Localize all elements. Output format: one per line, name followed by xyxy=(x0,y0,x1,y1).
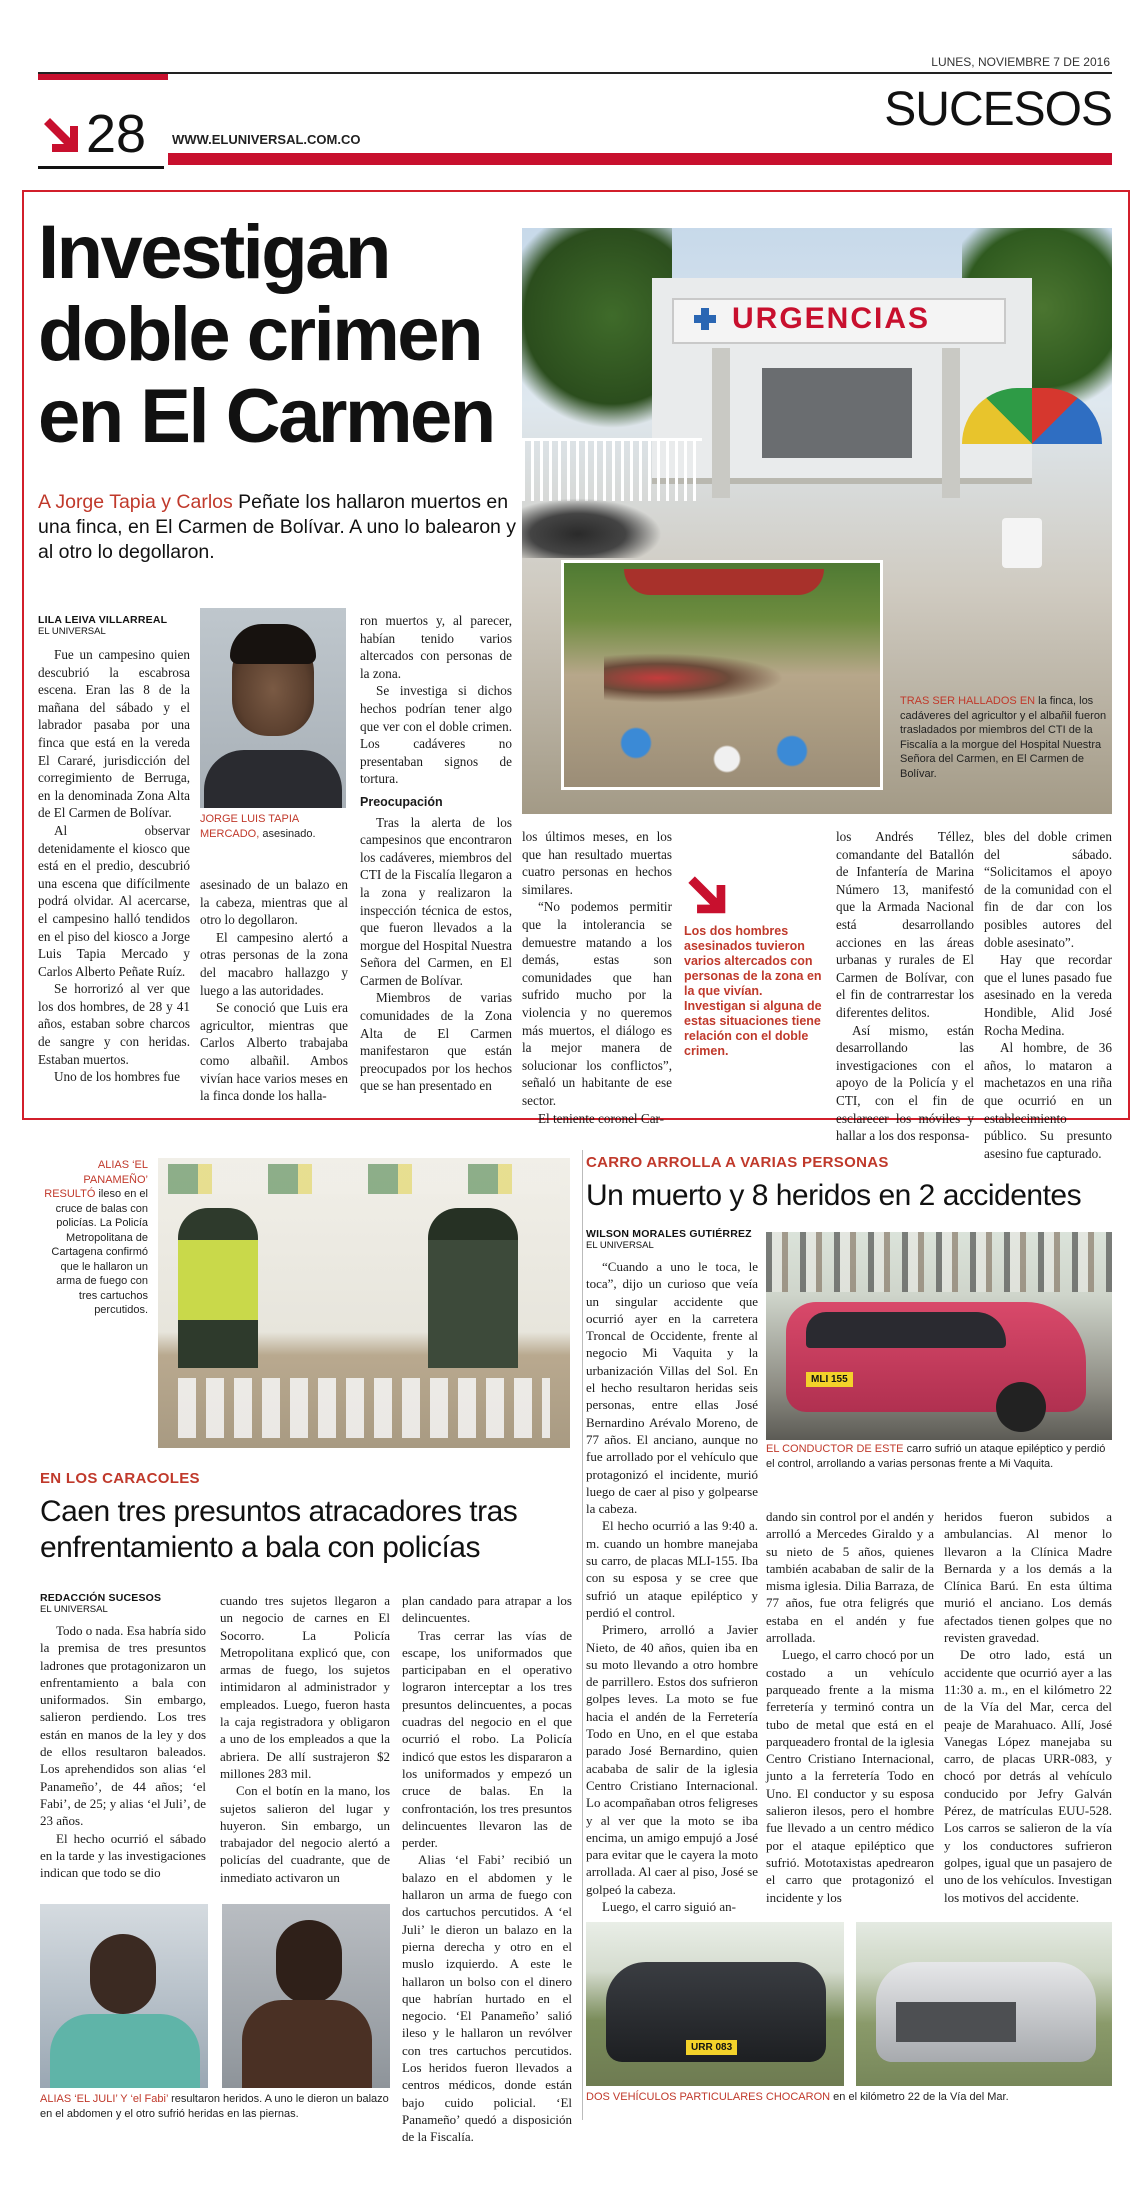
headline-line-2: doble crimen xyxy=(38,292,481,377)
plastic-chairs xyxy=(584,703,844,783)
cross-icon xyxy=(692,306,718,332)
caption-text: resultaron heridos. A uno le dieron un balazo en el abdomen y el otro sufrió heridas en las piernas. xyxy=(40,2093,389,2120)
story2-col-1 xyxy=(40,1622,206,1881)
story2-col-3 xyxy=(402,1592,572,2146)
deck-rest: Peñate los hallaron muertos en una finca, en El Carmen de Bolívar. A uno lo balearon y al otro lo degollaron. xyxy=(38,491,517,563)
story1-col-3 xyxy=(360,612,512,1095)
head xyxy=(90,1934,156,2014)
paragraph: cuando tres sujetos llegaron a un negocio de carnes en El Socorro. La Policía Metropolitana explicó que, con armas de fuego, los sujetos intimidaron al administrador y empleados. Luego, fueron hasta la caja registradora y obligaron a uno de los empleados a que la abriera. De allí sustrajeron $2 millones 283 mil. xyxy=(220,1593,390,1781)
outlet: EL UNIVERSAL xyxy=(40,1604,108,1615)
shirt xyxy=(50,2014,200,2088)
paragraph: El hecho ocurrió a las 9:40 a. m. cuando un hombre manejaba su carro, de placas MLI-155. Iba con su esposa y se cree que sufrió un ataque epiléptico y perdió el control. xyxy=(586,1518,758,1620)
paragraph: Al observar detenidamente el kiosco que está en el predio, descubrió una escena que difícilmente podrá olvidar. Al acercarse, el campesino halló tendidos en el piso del kiosco a Jorge Luis Tapia Mercado y Carlos Alberto Peñate Ruíz. xyxy=(38,822,190,979)
paragraph: los Andrés Téllez, comandante del Batallón de Infantería de Marina Número 13, manifestó que la Armada Nacional está desarrollando acciones en las áreas urbanas y rurales de El Carmen de Bolívar, con el fin de contrarrestar los diferentes delitos. xyxy=(836,829,974,1020)
headline-line-1: Investigan xyxy=(38,210,389,295)
paragraph: Luego, el carro siguió an- xyxy=(602,1898,736,1914)
pullquote: Los dos hombres asesinados tuvieron varios altercados con personas de la zona en la que vivían. Investigan si alguna de estas situaciones tiene relación con el doble crimen. xyxy=(684,924,822,1058)
page-number-underline xyxy=(38,166,164,169)
story3-col-1 xyxy=(586,1258,758,1915)
story3-headline: Un muerto y 8 heridos en 2 accidentes xyxy=(586,1179,1082,1212)
paragraph: Al hombre, de 36 años, lo mataron a machetazos en una riña que ocurrió en un establecimiento público. Su presunto asesino fue capturado. xyxy=(984,1040,1112,1161)
paragraph: El hecho ocurrió el sábado en la tarde y las investigaciones indican que todo se dio xyxy=(40,1830,206,1881)
hammock xyxy=(624,569,824,595)
story2-photo-caption xyxy=(42,1158,148,1318)
story1-col-1 xyxy=(38,646,190,1086)
caption-text: en el kilómetro 22 de la Vía del Mar. xyxy=(833,2091,1009,2103)
paragraph: El campesino alertó a otras personas de la zona del macabro hallazgo y luego a las autoridades. xyxy=(200,929,348,998)
paragraph: Fue un campesino quien descubrió la escabrosa escena. Eran las 8 de la mañana del sábado y el labrador pasaba por una finca que está en la vereda El Cararé, jurisdicción del corregimiento de Berruga, en la denominada Zona Alta de El Carmen de Bolívar. xyxy=(38,647,190,821)
masthead-top-rule xyxy=(38,72,1112,74)
entrance xyxy=(762,368,912,458)
paragraph: Tras la alerta de los campesinos que encontraron los cadáveres, miembros del CTI de la Fiscalía llegaron a la zona y realizaron la inspección técnica de estos, que fueron llevados a la morgue del Hospital Nuestra Señora del Carmen, en El Carmen de Bolívar. xyxy=(360,814,512,988)
column-divider xyxy=(582,1150,583,2120)
captured-suspect-photo xyxy=(158,1158,570,1448)
masthead-red-tab xyxy=(38,74,168,80)
paragraph: Se conoció que Luis era agricultor, mientras que Carlos Alberto trabajaba como albañil. Ambos vivían hace varios meses en la finca donde los halla- xyxy=(200,1000,348,1104)
deck-lead: A Jorge Tapia y Carlos xyxy=(38,491,233,513)
caption-lead: JORGE LUIS TAPIA MERCADO, xyxy=(200,813,299,840)
paragraph: “Cuando a uno le toca, le toca”, dijo un curioso que veía un singular accidente que ocurrió ayer en la carretera Troncal de Occidente, frente al negocio Mi Vaquita y la urbanización Villas del Sol. En el hecho resultaron heridas seis personas, entre ellas José Bernardino Arévalo Moreno, de 77 años. El anciano, aunque no fue arrollado por el vehículo que protagonizó el incidente, murió luego de caer al piso y golpearse la cabeza. xyxy=(586,1259,758,1517)
injured-suspect-1-photo xyxy=(40,1904,208,2088)
car-plate: URR 083 xyxy=(686,2040,737,2055)
caption-lead: DOS VEHÍCULOS PARTICULARES CHOCARON xyxy=(586,2091,831,2103)
paragraph: plan candado para atrapar a los delincuentes. xyxy=(402,1593,572,1626)
paragraph: Se investiga si dichos hechos podrían tener algo que ver con el doble crimen. Los cadáveres no presentaban signos de tortura. xyxy=(360,683,512,787)
torso xyxy=(242,2000,372,2088)
caption-text: la finca, los cadáveres del agricultor y el albañil fueron trasladados por miembros del CTI de la Fiscalía a la morgue del Hospital Nuestra Señora del Carmen, en El Carmen de Bolívar. xyxy=(900,695,1107,780)
bodies xyxy=(604,653,784,703)
outlet: EL UNIVERSAL xyxy=(38,626,106,637)
paragraph: “No podemos permitir que la intolerancia se demuestre matando a los demás, estas son comunidades que han sufrido mucho por la violencia y no queremos más muertos, el diálogo es la mejor manera de solucionar los conflictos”, señaló un habitante de ese sector. xyxy=(522,899,672,1108)
caption-text: carro sufrió un ataque epiléptico y perdió el control, arrollando a varias personas frente a Mi Vaquita. xyxy=(766,1443,1106,1470)
caption-lead: EL CONDUCTOR DE ESTE xyxy=(766,1443,904,1455)
story3-col-2 xyxy=(766,1508,934,1906)
pillar-right xyxy=(942,348,960,498)
headline-line-3: en El Carmen xyxy=(38,374,494,459)
paragraph: dando sin control por el andén y arrolló a Mercedes Giraldo y a su nieto de 5 años, quienes también acababan de salir de la misma iglesia. Dilia Barraza, de 77 años, fue otra feligrés que estaba en el andén y fue arrollada. xyxy=(766,1509,934,1646)
paragraph: Uno de los hombres fue xyxy=(54,1069,180,1085)
paragraph: los últimos meses, en los que han resultado muertas cuatro personas en hechos similares. xyxy=(522,829,672,897)
seized-items xyxy=(178,1378,550,1438)
section-name: SUCESOS xyxy=(884,83,1112,136)
paragraph: asesinado de un balazo en la cabeza, mientras que al otro lo degollaron. xyxy=(200,877,348,928)
story1-col-7 xyxy=(984,828,1112,1162)
paragraph: bles del doble crimen del sábado. “Solicitamos el apoyo de la comunidad con el fin de dar con los posibles autores del doble asesinato”. xyxy=(984,829,1112,950)
officer-right xyxy=(428,1208,518,1368)
main-photo-caption xyxy=(900,694,1112,781)
paragraph: Tras cerrar las vías de escape, los uniformados que participaban en el operativo lograron interceptar a los tres presuntos delincuentes, a pocas cuadras del negocio en el que ocurrió el robo. La Policía indicó que estos les dispararon a los uniformados y empezó un cruce de balas. En la confrontación, los tres presuntos delincuentes llevaron las de perder. xyxy=(402,1627,572,1851)
white-car-wreck-photo xyxy=(856,1922,1112,2086)
story1-byline xyxy=(38,614,193,643)
story3-col-3 xyxy=(944,1508,1112,1906)
story3-bottom-caption xyxy=(586,2090,1112,2105)
story2-bottom-caption xyxy=(40,2092,400,2121)
motorcycles xyxy=(522,498,662,558)
car-window xyxy=(806,1312,1006,1348)
paragraph: Hay que recordar que el lunes pasado fue asesinado en la vereda Hondible, Alid José Rocha Medina. xyxy=(984,952,1112,1038)
story2-col-2 xyxy=(220,1592,390,1886)
story1-col-4 xyxy=(522,828,672,1127)
crime-scene-inset-photo xyxy=(561,560,883,790)
story1-headline xyxy=(38,212,518,458)
paragraph: Así mismo, están desarrollando las investigaciones con el apoyo de la Policía y el CTI, con el fin de esclarecer los móviles y hallar a los dos responsa- xyxy=(836,1022,974,1144)
paragraph: Todo o nada. Esa habría sido la premisa de tres presuntos ladrones que protagonizaron un enfrentamiento a bala con uniformados. Sin embargo, salieron perdiendo. Los tres están en manos de la ley y dos de ellos resultaron baleados. Los aprehendidos son alias ‘el Panameño’, de 44 años; ‘el Fabi’, de 25; y alias ‘el Juli’, de 23 años. xyxy=(40,1623,206,1829)
engine-bay xyxy=(896,2002,1016,2042)
portrait-hair xyxy=(230,624,316,664)
story1-col-2 xyxy=(200,876,348,1105)
caption-lead: ALIAS ‘EL JULI’ Y ‘el Fabi’ xyxy=(40,2093,168,2105)
author: REDACCIÓN SUCESOS xyxy=(40,1592,162,1604)
banner-logos xyxy=(168,1164,560,1194)
author: LILA LEIVA VILLARREAL xyxy=(38,614,168,626)
subheading: Preocupación xyxy=(360,794,443,809)
caption-text: asesinado. xyxy=(262,827,316,840)
author: WILSON MORALES GUTIÉRREZ xyxy=(586,1228,752,1240)
paragraph: Primero, arrolló a Javier Nieto, de 40 años, quien iba en su moto llevando a otro hombre de parrillero. Estos dos sufrieron golpes leves. La moto se fue hacia el andén de la Ferretería Todo en Uno, en el que estaba parado José Bernardino, quien acababa de salir de la iglesia Centro Cristiano Internacional. Lo acompañaban otros feligreses y al ver que la moto se iba encima, un amigo empujó a José para evitar que le cayera la moto arrollada. Al caer al piso, José se golpeó la cabeza. xyxy=(586,1622,758,1897)
story1-deck xyxy=(38,490,518,565)
trees xyxy=(522,228,672,448)
car-plate: MLI 155 xyxy=(806,1372,853,1387)
paragraph: Luego, el carro chocó por un costado a un vehículo parqueado frente a la misma ferretería y terminó contra un tubo de metal que está en el parqueadero frontal de la iglesia Centro Cristiano Internacional, junto a la ferretería Todo en Uno. El conductor y su esposa salieron ilesos, pero el hombre fue llevado a un centro médico por el ataque epiléptico que sufrió. Mototaxistas apedrearon el carro que protagonizó el incidente y los xyxy=(766,1647,934,1905)
head xyxy=(276,1920,342,2004)
plastic-chair xyxy=(1002,518,1042,568)
story1-col-6 xyxy=(836,828,974,1145)
paragraph: Miembros de varias comunidades de la Zona Alta de El Carmen manifestaron que están preocupados por los hechos que se han presentado en xyxy=(360,990,512,1094)
black-car-wreck-photo xyxy=(586,1922,844,2086)
story3-photo-caption xyxy=(766,1442,1112,1471)
suspect xyxy=(308,1218,398,1368)
pillar-left xyxy=(712,348,730,498)
story2-headline: Caen tres presuntos atracadores tras enfrentamiento a bala con policías xyxy=(40,1495,518,1564)
victim-portrait-photo xyxy=(200,608,346,808)
portrait-caption xyxy=(200,812,346,841)
paragraph: Alias ‘el Fabi’ recibió un balazo en el abdomen y le hallaron un arma de fuego con dos cartuchos percutidos. A ‘el Juli’ le dieron un balazo en la pierna derecha y otro en el muslo izquierdo. A este le hallaron un bolso con el dinero que habrían hurtado en el negocio. ‘El Panameño’ salió ileso y le hallaron un revólver con tres cartuchos percutidos. Los heridos fueron llevados a centros médicos, donde están bajo cuido policial. ‘El Panameño’ quedó a disposición de la Fiscalía. xyxy=(402,1852,572,2145)
wheel xyxy=(996,1382,1046,1432)
story2-kicker: EN LOS CARACOLES xyxy=(40,1470,200,1487)
paragraph: De otro lado, está un accidente que ocurrió ayer a las 11:30 a. m., en el kilómetro 22 de la Vía del Mar, cerca del peaje de Marahuaco. Allí, José Vanegas López manejaba su carro, de placas URR-083, y chocó por detrás al vehículo conducido por Jefry Galván Pérez, de matrículas EUU-528. Los carros se salieron de la vía y los conductores sufrieron golpes, igual que un pasajero de uno de los vehículos. Investigan los motivos del accidente. xyxy=(944,1647,1112,1905)
red-car-photo xyxy=(766,1232,1112,1440)
story3-byline xyxy=(586,1228,762,1257)
website-link[interactable]: WWW.ELUNIVERSAL.COM.CO xyxy=(172,132,361,147)
caption-lead: ALIAS ‘EL PANAMEÑO’ RESULTÓ xyxy=(44,1159,148,1200)
crowd xyxy=(766,1232,1112,1292)
outlet: EL UNIVERSAL xyxy=(586,1240,654,1251)
paragraph: heridos fueron subidos a ambulancias. Al menor lo llevaron a la Clínica Madre Bernarda y a los demás a la Clínica Barú. En esta última murió el anciano. Los demás afectados tienen golpes que no revisten gravedad. xyxy=(944,1509,1112,1646)
story3-kicker: CARRO ARROLLA A VARIAS PERSONAS xyxy=(586,1154,889,1171)
caption-text: ileso en el cruce de balas con policías. La Policía Metropolitana de Cartagena confirmó que le hallaron un arma de fuego con tres cartuchos percutidos. xyxy=(51,1188,148,1316)
paragraph: El teniente coronel Car- xyxy=(538,1110,665,1126)
issue-date: LUNES, NOVIEMBRE 7 DE 2016 xyxy=(931,55,1110,69)
story2-byline xyxy=(40,1592,200,1621)
masthead-red-bar xyxy=(168,153,1112,165)
officer-left xyxy=(178,1208,258,1368)
pullquote-arrow-icon xyxy=(684,872,734,927)
fence xyxy=(522,438,702,501)
urgencias-sign-text: URGENCIAS xyxy=(732,302,931,335)
portrait-shirt xyxy=(204,750,342,808)
injured-suspect-2-photo xyxy=(222,1904,390,2088)
caption-lead: TRAS SER HALLADOS EN xyxy=(900,695,1036,707)
paragraph: Con el botín en la mano, los sujetos salieron del lugar y huyeron. Sin embargo, un trabajador del negocio alertó a policías del cuadrante, que de inmediato activaron un xyxy=(220,1783,390,1885)
arrow-down-right-icon xyxy=(40,114,86,165)
paragraph: ron muertos y, al parecer, habían tenido varios altercados con personas de la zona. xyxy=(360,613,512,681)
paragraph: Se horrorizó al ver que los dos hombres, de 28 y 41 años, estaban sobre charcos de sangre y con heridas. Estaban muertos. xyxy=(38,981,190,1067)
page-number: 28 xyxy=(86,104,147,164)
